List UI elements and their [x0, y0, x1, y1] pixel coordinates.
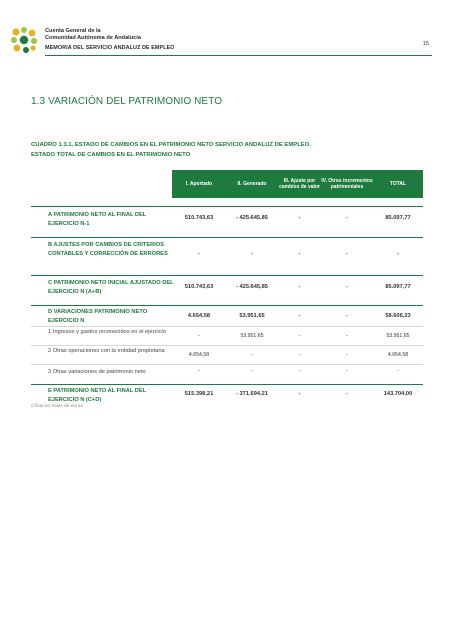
cell-aportado: 515.398,21 [184, 391, 214, 397]
cell-generado: - [251, 251, 253, 257]
table-header [31, 170, 423, 198]
cell-ajuste: - [298, 391, 301, 397]
column-header-otros: IV. Otros incrementos patrimoniales [321, 177, 373, 190]
header-divider [45, 55, 432, 56]
row-label: 3 Otras variaciones de patrimonio neto [48, 369, 146, 375]
table-caption-line-2: ESTADO TOTAL DE CAMBIOS EN EL PATRIMONIO NETO [31, 152, 191, 158]
column-header-total: TOTAL [389, 180, 407, 187]
cell-aportado: - [198, 333, 200, 339]
table-row-d [31, 305, 423, 327]
cell-generado: - [251, 352, 253, 358]
page-number: 15 [422, 41, 429, 47]
row-label: C PATRIMONIO NETO INICIAL AJUSTADO DEL EJERCICIO N (A+B) [48, 280, 174, 295]
org-line-1: Cuenta General de la [45, 28, 101, 34]
cell-otros: - [346, 251, 348, 257]
cell-total: - [397, 368, 399, 374]
cell-ajuste: - [298, 284, 301, 290]
table-row-d1 [31, 326, 423, 346]
cell-otros: - [346, 352, 348, 358]
cell-otros: - [346, 313, 348, 319]
cell-aportado: 4.654,58 [187, 313, 211, 319]
column-header-generado: II. Generado [237, 180, 267, 187]
cell-generado: 53.951,65 [240, 333, 264, 339]
cell-otros: - [346, 368, 348, 374]
cell-aportado: 510.743,63 [184, 215, 214, 221]
cell-generado: - [251, 368, 253, 374]
cell-total: - [397, 251, 399, 257]
document-subtitle: MEMORIA DEL SERVICIO ANDALUZ DE EMPLEO [45, 45, 175, 51]
cell-otros: - [346, 391, 348, 397]
row-label: D VARIACIONES PATRIMONIO NETO EJERCICIO N [48, 309, 148, 324]
cell-ajuste: - [298, 313, 301, 319]
cell-otros: - [346, 333, 348, 339]
row-label: B AJUSTES POR CAMBIOS DE CRITERIOS CONTABLES Y CORRECCIÓN DE ERRORES [48, 242, 168, 257]
row-label: A PATRIMONIO NETO AL FINAL DEL EJERCICIO N-1 [48, 212, 147, 227]
table-row-e [31, 384, 423, 404]
table-row-a [31, 206, 423, 231]
cell-generado: - 371.694,21 [236, 391, 268, 397]
section-title: 1.3 VARIACIÓN DEL PATRIMONIO NETO [31, 96, 223, 107]
cell-total: 53.951,65 [386, 333, 410, 339]
column-header-ajuste: III. Ajuste por cambios de valor [279, 177, 320, 190]
cell-generado: - 425.645,85 [236, 284, 268, 290]
column-header-aportado: I. Aportado [185, 180, 213, 187]
cell-ajuste: - [298, 251, 301, 257]
row-label: 1 Ingresos y gastos reconocidos en el ejercicio [48, 329, 166, 335]
cell-otros: - [346, 215, 348, 221]
table-row-b [31, 237, 423, 271]
cell-ajuste: - [298, 352, 301, 358]
junta-andalucia-logo-icon [10, 26, 38, 54]
cell-generado: 53.951,65 [239, 313, 265, 319]
table-row-d2 [31, 345, 423, 365]
cell-ajuste: - [298, 368, 301, 374]
cell-total: 85.097,77 [385, 284, 411, 290]
table-note: Cifras en miles de euros [31, 404, 83, 409]
row-label: E PATRIMONIO NETO AL FINAL DEL EJERCICIO N (C+D) [48, 388, 147, 403]
cell-total: 4.654,58 [387, 352, 409, 358]
cell-ajuste: - [298, 333, 301, 339]
row-label: 2 Otras operaciones con la entidad propietaria [48, 348, 165, 354]
cell-aportado: - [198, 251, 200, 257]
org-line-2: Comunidad Autónoma de Andalucía [45, 35, 141, 42]
cell-otros: - [346, 284, 348, 290]
cell-total: 143.704,00 [383, 391, 413, 397]
organization-name [45, 28, 141, 43]
table-caption-line-1: CUADRO 1.3.1. ESTADO DE CAMBIOS EN EL PATRIMONIO NETO SERVICIO ANDALUZ DE EMPLEO. [31, 142, 311, 148]
cell-aportado: - [198, 368, 200, 374]
cell-generado: - 425.645,85 [236, 215, 268, 221]
table-caption [31, 140, 371, 160]
table-row-c [31, 275, 423, 300]
cell-ajuste: - [298, 215, 301, 221]
cell-total: 85.097,77 [385, 215, 411, 221]
cell-aportado: 510.743,63 [184, 284, 214, 290]
cell-aportado: 4.654,58 [188, 352, 210, 358]
table-row-d3 [31, 364, 423, 379]
cell-total: 58.606,23 [385, 313, 411, 319]
